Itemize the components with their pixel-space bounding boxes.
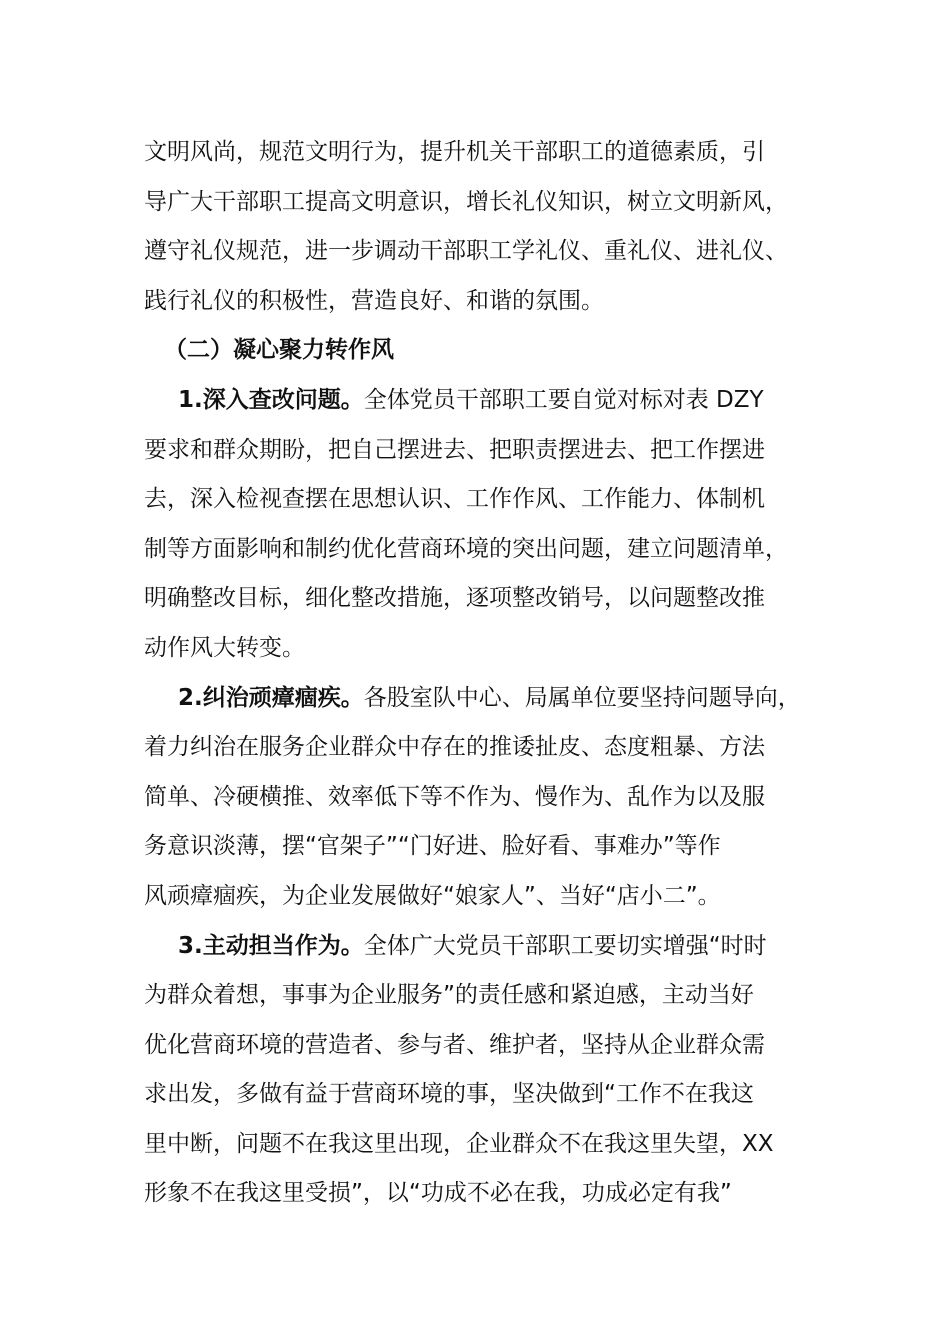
item-2-text: 各股室队中心、局属单位要坚持问题导向， bbox=[363, 684, 801, 711]
item-1-line: 动作风大转变。 bbox=[144, 634, 305, 661]
item-2-first-line bbox=[144, 674, 809, 724]
item-3-line: 里中断，问题不在我这里出现，企业群众不在我这里失望，XX bbox=[144, 1130, 774, 1157]
section-heading: （二）凝心聚力转作风 bbox=[164, 337, 394, 364]
document-page bbox=[144, 128, 809, 1219]
item-1-line: 要求和群众期盼，把自己摆进去、把职责摆进去、把工作摆进 bbox=[144, 436, 765, 463]
paragraph-line: 导广大干部职工提高文明意识，增长礼仪知识，树立文明新风， bbox=[144, 188, 788, 215]
item-2-line: 简单、冷硬横推、效率低下等不作为、慢作为、乱作为以及服 bbox=[144, 783, 765, 810]
item-1-title: 1.深入查改问题。 bbox=[178, 386, 364, 413]
item-3-first-line bbox=[144, 922, 809, 972]
paragraph-line: 践行礼仪的积极性，营造良好、和谐的氛围。 bbox=[144, 287, 604, 314]
item-3-line: 为群众着想，事事为企业服务”的责任感和紧迫感，主动当好 bbox=[144, 982, 754, 1009]
paragraph-line: 遵守礼仪规范，进一步调动干部职工学礼仪、重礼仪、进礼仪、 bbox=[144, 238, 788, 265]
item-2-line: 务意识淡薄，摆“官架子”“门好进、脸好看、事难办”等作 bbox=[144, 833, 721, 860]
item-1-text: 全体党员干部职工要自觉对标对表 DZY bbox=[363, 386, 764, 413]
item-1-line: 制等方面影响和制约优化营商环境的突出问题，建立问题清单， bbox=[144, 535, 788, 562]
paragraph-line: 文明风尚，规范文明行为，提升机关干部职工的道德素质，引 bbox=[144, 139, 765, 165]
item-3-line: 形象不在我这里受损”，以“功成不必在我，功成必定有我” bbox=[144, 1180, 732, 1207]
item-2-line: 风顽瘴痼疾，为企业发展做好“娘家人”、当好“店小二”。 bbox=[144, 882, 721, 909]
item-1-first-line bbox=[144, 376, 809, 426]
item-2-line: 着力纠治在服务企业群众中存在的推诿扯皮、态度粗暴、方法 bbox=[144, 734, 765, 761]
item-1-line: 去，深入检视查摆在思想认识、工作作风、工作能力、体制机 bbox=[144, 486, 765, 513]
item-3-line: 求出发，多做有益于营商环境的事，坚决做到“工作不在我这 bbox=[144, 1081, 754, 1108]
item-3-line: 优化营商环境的营造者、参与者、维护者，坚持从企业群众需 bbox=[144, 1031, 765, 1058]
item-2-title: 2.纠治顽瘴痼疾。 bbox=[178, 684, 364, 711]
item-3-text: 全体广大党员干部职工要切实增强“时时 bbox=[363, 932, 767, 959]
item-3-title: 3.主动担当作为。 bbox=[178, 932, 364, 959]
item-1-line: 明确整改目标，细化整改措施，逐项整改销号，以问题整改推 bbox=[144, 585, 765, 612]
